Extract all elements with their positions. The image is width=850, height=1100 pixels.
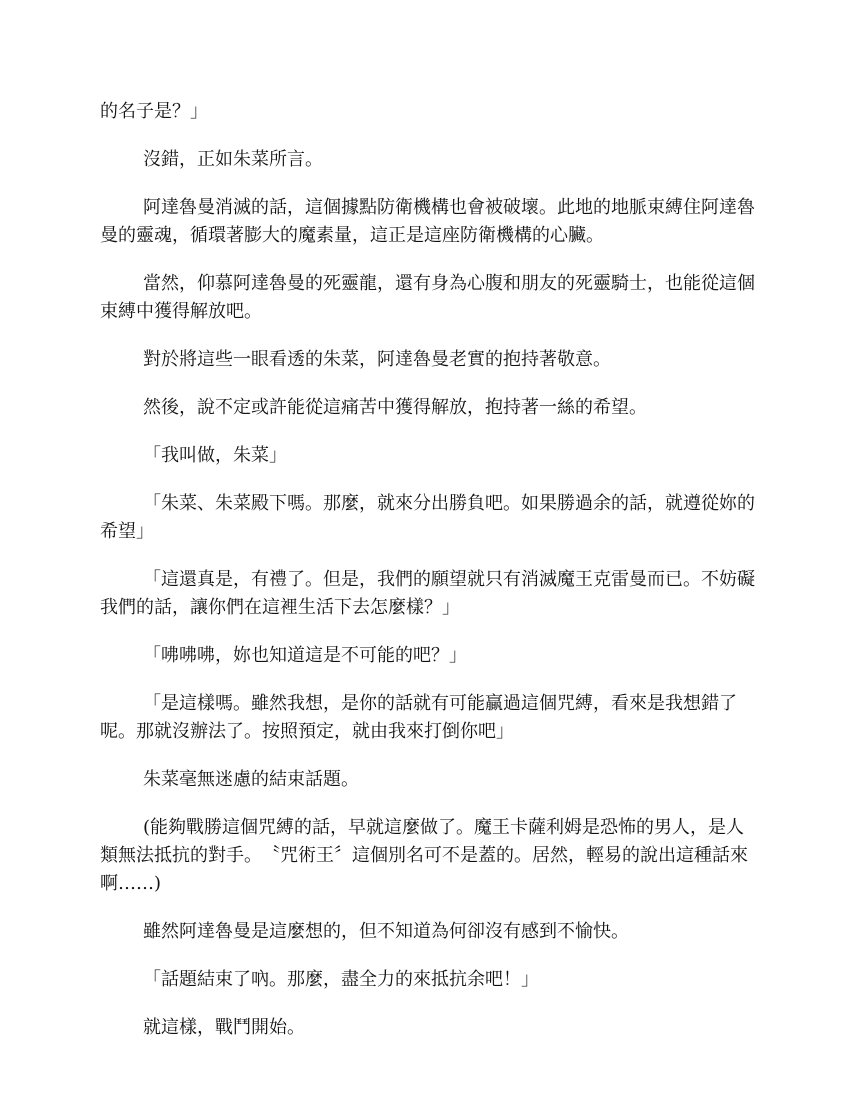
paragraph: 「話題結束了吶。那麼，盡全力的來抵抗余吧！」 bbox=[143, 969, 539, 990]
paragraph: 阿達魯曼消滅的話，這個據點防衛機構也會被破壞。此地的地脈束縛住阿達魯曼的靈魂，循環著膨大的魔素量，這正是這座防衛機構的心臟。 bbox=[100, 197, 755, 246]
paragraph: 的名子是？」 bbox=[100, 101, 208, 122]
paragraph: 然後，說不定或許能從這痛苦中獲得解放，抱持著一絲的希望。 bbox=[143, 397, 647, 418]
paragraph: 「我叫做，朱菜」 bbox=[143, 445, 287, 466]
paragraph: 「是這樣嗎。雖然我想，是你的話就有可能贏過這個咒縛，看來是我想錯了呢。那就沒辦法了。按照預定，就由我來打倒你吧」 bbox=[100, 693, 737, 742]
document-body bbox=[100, 98, 755, 1062]
paragraph: (能夠戰勝這個咒縛的話，早就這麼做了。魔王卡薩利姆是恐怖的男人，是人類無法抵抗的對手。 〝咒術王〞這個別名可不是蓋的。居然，輕易的說出這種話來啊……) bbox=[100, 817, 748, 894]
paragraph: 雖然阿達魯曼是這麼想的，但不知道為何卻沒有感到不愉快。 bbox=[143, 921, 629, 942]
paragraph: 就這樣，戰鬥開始。 bbox=[143, 1017, 305, 1038]
paragraph: 沒錯，正如朱菜所言。 bbox=[143, 149, 323, 170]
paragraph: 對於將這些一眼看透的朱菜，阿達魯曼老實的抱持著敬意。 bbox=[143, 349, 611, 370]
paragraph: 「咈咈咈，妳也知道這是不可能的吧？」 bbox=[143, 645, 467, 666]
paragraph: 「這還真是，有禮了。但是，我們的願望就只有消滅魔王克雷曼而已。不妨礙我們的話，讓你們在這裡生活下去怎麼樣？」 bbox=[100, 569, 755, 618]
paragraph: 當然，仰慕阿達魯曼的死靈龍，還有身為心腹和朋友的死靈騎士，也能從這個束縛中獲得解放吧。 bbox=[100, 273, 755, 322]
paragraph: 「朱菜、朱菜殿下嗎。那麼，就來分出勝負吧。如果勝過余的話，就遵從妳的希望」 bbox=[100, 493, 755, 542]
paragraph: 朱菜毫無迷慮的結束話題。 bbox=[143, 769, 359, 790]
